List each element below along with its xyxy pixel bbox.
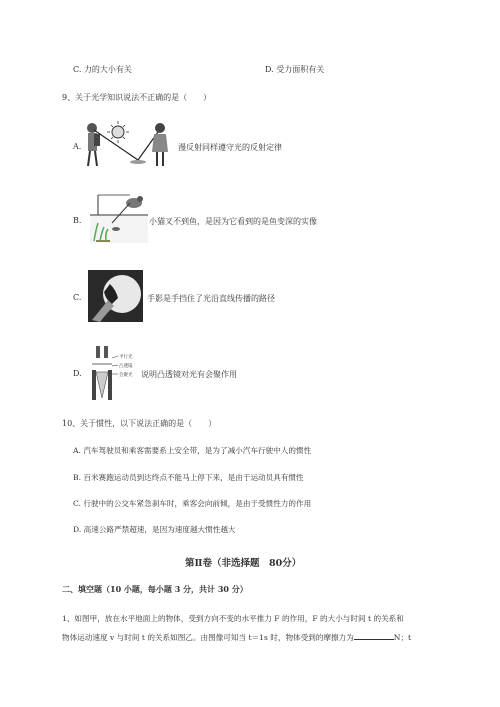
q9-option-c-letter: C. xyxy=(73,293,82,302)
fill-q1-line2-text: 物体运动速度 v 与时间 t 的关系如图乙。由图像可知当 t＝1s 时，物体受到的摩擦力为 xyxy=(62,633,354,642)
q9-option-b-text: 小猫叉不到鱼，是因为它看到的是鱼变深的实像 xyxy=(149,217,317,226)
q10-option-d: D. 高速公路严禁超速，是因为速度越大惯性越大 xyxy=(73,525,236,534)
q9-figure-a-diffuse-reflection xyxy=(80,118,180,170)
fig-d-label-parallel: 平行光 xyxy=(119,355,133,360)
q9-figure-b-cat-fishing xyxy=(90,193,148,243)
section-2-title: 第Ⅱ卷（非选择题 80分） xyxy=(185,558,302,569)
q9-option-c-text: 手影是手挡住了光沿直线传播的路径 xyxy=(147,294,275,303)
q9-stem: 9、关于光学知识说法不正确的是（ ） xyxy=(62,93,212,102)
q9-figure-d-convex-lens xyxy=(88,344,138,400)
q9-option-a-text: 漫反射同样遵守光的反射定律 xyxy=(178,143,282,152)
q9-option-a-letter: A. xyxy=(73,142,82,151)
q9-option-d-letter: D. xyxy=(73,369,82,378)
fill-q1-answer-blank[interactable] xyxy=(354,631,394,640)
fig-d-label-lens: 凸透镜 xyxy=(119,364,133,369)
fill-q1-line2-tail: N；t xyxy=(393,633,412,642)
q9-figure-c-hand-shadow xyxy=(88,270,143,322)
prev-option-d: D. 受力面积有关 xyxy=(265,65,325,74)
fill-q1-line1: 1、如图甲，放在水平地面上的物体，受到方向不变的水平推力 F 的作用，F 的大小与时间 t 的关系和 xyxy=(62,614,404,623)
q10-option-b: B. 百米赛跑运动员到达终点不能马上停下来，是由于运动员具有惯性 xyxy=(73,473,304,482)
section-2-heading: 二、填空题（10 小题，每小题 3 分，共计 30 分） xyxy=(62,584,248,594)
fig-d-label-converge: 会聚光 xyxy=(119,373,133,378)
prev-option-c: C. 力的大小有关 xyxy=(73,65,132,74)
q10-option-c: C. 行驶中的公交车紧急刹车时，乘客会向前倾，是由于受惯性力的作用 xyxy=(73,499,312,508)
q10-option-a: A. 汽车驾驶员和乘客需要系上安全带，是为了减小汽车行驶中人的惯性 xyxy=(73,446,312,455)
q9-option-b-letter: B. xyxy=(73,216,82,225)
fill-q1-line2 xyxy=(62,631,411,643)
q9-option-d-text: 说明凸透镜对光有会聚作用 xyxy=(141,370,237,379)
q10-stem: 10、关于惯性，以下说法正确的是（ ） xyxy=(62,419,217,428)
